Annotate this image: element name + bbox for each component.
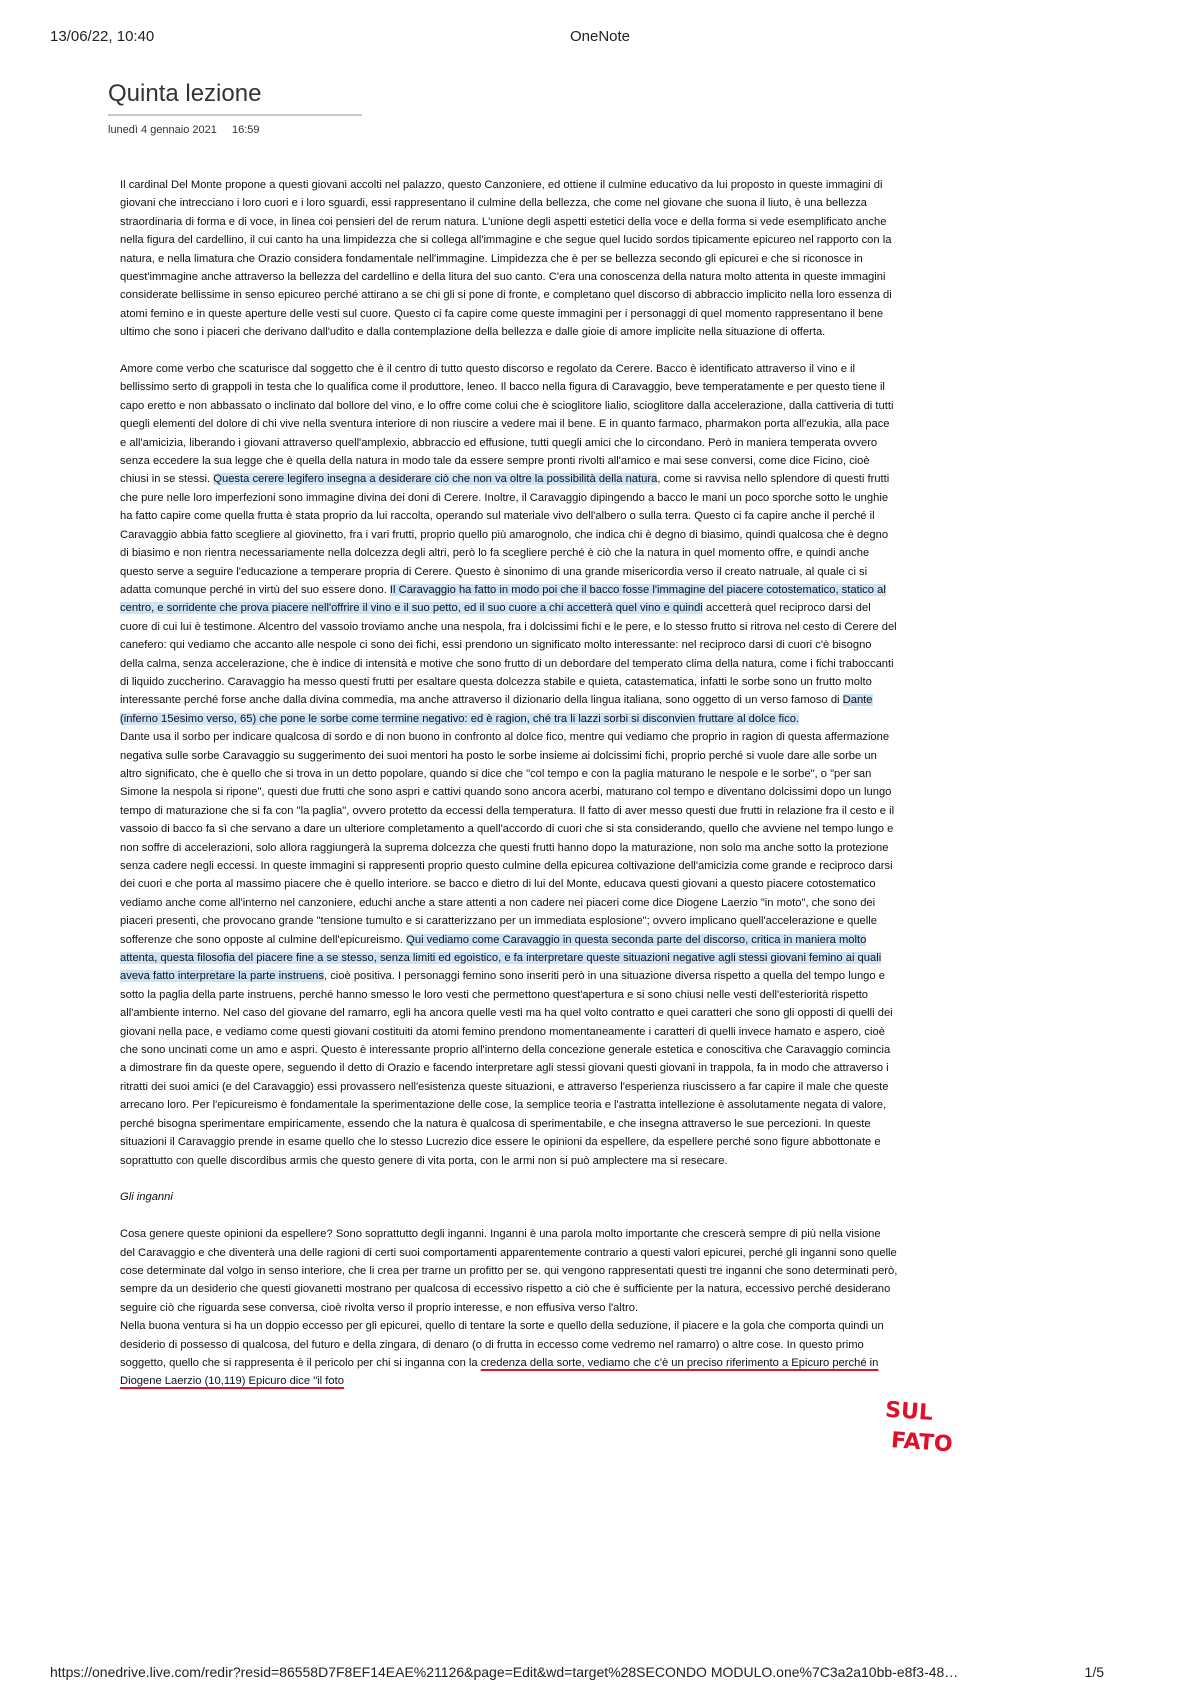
- highlight-dante-quote: Dante (inferno 15esimo verso, 65) che pone le sorbe come termine negativo: ed è ragion, ché tra li lazzi sorbi si disconvien fruttare al dolce fico.: [120, 694, 873, 725]
- page-date: lunedì 4 gennaio 2021: [108, 124, 217, 136]
- paragraph-5: [120, 1317, 898, 1391]
- note-body: [120, 176, 898, 1391]
- print-date-time: 13/06/22, 10:40: [50, 28, 155, 45]
- highlight-cerere-legifero: Questa cerere legifero insegna a desiderare ciò che non va oltre la possibilità della natura: [213, 473, 658, 486]
- page-timestamp: [108, 124, 259, 136]
- red-underlined-text: credenza della sorte, vediamo che c'è un preciso riferimento a Epicuro perché in Diogene Laerzio (10,119) Epicuro dice "il foto: [120, 1356, 879, 1388]
- ink-note-line-2: FATO: [890, 1428, 954, 1458]
- print-app-name: OneNote: [569, 28, 631, 45]
- paragraph-4: Cosa genere queste opinioni da espellere? Sono soprattutto degli inganni. Inganni è una parola molto importante che crescerà sempre di più nella visione del Caravaggio e che diventerà una delle ragioni di certi suoi comportamenti apparentemente contrario a questi valori epicurei, perché gli inganni sono quelle cose determinate dal volgo in senso interiore, che li crea per trarne un profitto per se. qui vengono rappresentati questi tre inganni che sono determinati però, sempre da un desiderio che questi giovanetti mostrano per qualcosa di eccessivo rispetto a ciò che è sufficiente per la natura, eccessivo perché desiderano seguire ciò che riguarda sese conversa, cioè rivolta verso il proprio interesse, e non effusiva verso l'altro.: [120, 1228, 898, 1314]
- ink-note-line-1: SUL: [884, 1397, 934, 1426]
- paragraph-1: Il cardinal Del Monte propone a questi giovani accolti nel palazzo, questo Canzoniere, ed ottiene il culmine educativo da lui proposto in queste immagini di giovani che intrecciano i loro cuori e i loro sguardi, essi rappresentano il culmine della bellezza, che come nel giovane che suona il liuto, è una bellezza straordinaria di forma e di voce, in linea coi pensieri del de rerum natura. L'unione degli aspetti estetici della voce e della forma si vede esemplificato anche nella figura del cardellino, il cui canto ha una limpidezza che si collega all'immagine e che segue quel lucido sordos tipicamente epicureo nel rapporto con la natura, e nella limatura che Orazio considera fondamentale nell'immagine. Limpidezza che è per se bellezza secondo gli epicurei e che si riconosce in quest'immagine anche attraverso la bellezza del cardellino e della litura del suo canto. C'era una conoscenza della natura molto attenta in queste immagini considerate bellissime in senso epicureo perché attirano a se chi gli si pone di fronte, e completano quel discorso di abbraccio implicito nella loro essenza di atomi femino e in queste aperture delle vesti sul cuore. Questo ci fa capire come queste immagini per i personaggi di quel momento rappresentano il bene ultimo che sono i piaceri che derivano dall'udito e dalla contemplazione della bellezza e dalle gioie di amore implicite nella situazione di offerta.: [120, 179, 892, 339]
- highlight-critica-piacere: Qui vediamo come Caravaggio in questa seconda parte del discorso, critica in maniera molto attenta, questa filosofia del piacere fine a se stesso, senza limiti ed egoistico, e fa interpretare queste situazioni negative agli stessi giovani femino ai quali aveva fatto interpretare la parte instruens: [120, 933, 882, 983]
- paragraph-2-text-b: , come si ravvisa nello splendore di questi frutti che pure nelle loro imperfezioni sono immagine divina dei doni di Cerere. Inoltre, il Caravaggio dipingendo a bacco le mani un poco sporche sotto le unghie ha fatto capire come quella frutta è stata proprio da lui raccolta, operando sul materiale vivo dell'albero o sulla terra. Questo ci fa capire anche il perché il Caravaggio abbia fatto scegliere al giovinetto, fra i vari frutti, proprio quello più amarognolo, che indica chi è degno di biasimo, quindi qualcosa che è degno di biasimo e non rientra necessariamente nella dolcezza degli altri, però lo fa scegliere perché è ciò che la natura in quel momento offre, e quindi anche questo serve a seguire l'educazione a temperare propria di Cerere. Questo è sinonimo di una grande misericordia verso il creato natruale, al quale ci si adatta comunque perché in virtù del suo essere dono.: [120, 473, 890, 596]
- paragraph-3-text-a: Dante usa il sorbo per indicare qualcosa di sordo e di non buono in confronto al dolce fico, mentre qui vediamo che proprio in ragion di questa affermazione negativa sulle sorbe Caravaggio su suggerimento dei suoi mentori ha posto le sorbe insieme ai dolcissimi fichi, proprio perché si vuole dare alle sorbe un altro significato, che è quello che si trova in un detto popolare, quando si dice che "col tempo e con la paglia maturano le nespole e le sorbe", o "per san Simone la nespola si ripone", questi due frutti che sono aspri e cattivi quando sono ancora acerbi, maturano col tempo e diventano dolcissimi dopo un lungo tempo di maturazione che si fa con "la paglia", ovvero protetto da eccessi della temperatura. Il fatto di aver messo questi due frutti in relazione fra il cesto e il vassoio di bacco fa sì che servano a dare un ulteriore completamento a quell'accordo di cuori che si sta considerando, quello che avviene nel tempo lungo e non soffre di accelerazioni, solo allora raggiungerà la suprema dolcezza che questi frutti hanno dopo la maturazione, non solo ma anche sotto la protezione senza cadere negli eccessi. In queste immagini si rappresenti proprio questo culmine della epicurea coltivazione dell'amicizia come grande e reciproco darsi dei cuori e che porta al massimo piacere che è quello interiore. se bacco e dietro di lui del Monte, educava questi giovani a questo piacere cotostematico vediamo anche come all'interno nel canzoniere, educhi anche a stare attenti a non cadere nei piaceri come dice Diogene Laerzio "in moto", che sono dei piaceri presenti, che provocano grande "tensione tumulto e si caratterizzano per un immediata esplosione"; ovvero implicano quell'accelerazione e quelle sofferenze che sono opposte al culmine dell'epicureismo.: [120, 731, 895, 946]
- paragraph-3-text-b: , cioè positiva. I personaggi femino sono inseriti però in una situazione diversa rispetto a quella del tempo lungo e sotto la paglia della parte instruens, perché hanno smesso le loro vesti che permettono quest'apertura e si sono chiusi nelle vesti dell'esteriorità rispetto all'ambiente interno. Nel caso del giovane del ramarro, egli ha ancora quelle vesti ma ha quel volto contratto e quei caratteri che sono gli opposti di quelli dei giovani nella pace, e vediamo come questi giovani costituiti da atomi femino prendono momentaneamente i caratteri di quelli invece hamato e aspero, cioè che sono uncinati come un amo e aspri. Questo è interessante proprio all'interno della concezione generale estetica e conoscitiva che Caravaggio comincia a dimostrare fin da queste opere, seguendo il detto di Orazio e facendo interpretare agli stessi giovani questi giovani in trappola, fa in modo che attraverso i ritratti dei suoi amici (e del Caravaggio) essi provassero nell'esistenza queste situazioni, e attraverso l'esperienza riuscissero a far capire il male che queste arrecano loro. Per l'epicureismo è fondamentale la sperimentazione delle cose, la semplice teoria e l'astratta intellezione è assolutamente negata di valore, perché bisogna sperimentare empiricamente, essendo che la natura è qualcosa di sperimentabile, e che insegna attraverso le sue percezioni. In queste situazioni il Caravaggio prende in esame quello che lo stesso Lucrezio dice essere le opinioni da espellere, da espellere perché sono figure abbottonate e soprattutto con quelle discordibus armis che questo genere di vita porta, con le armi non si può amplectere ma si resecare.: [120, 970, 893, 1167]
- highlight-bacco-piacere: Il Caravaggio ha fatto in modo poi che il bacco fosse l'immagine del piacere cotostematico, statico al centro, e sorridente che prova piacere nell'offrire il vino e il suo petto, ed il suo cuore a chi accetterà quel vino e quindi: [120, 583, 886, 615]
- page-title: Quinta lezione: [108, 80, 362, 116]
- section-heading-gli-inganni: Gli inganni: [120, 1191, 173, 1204]
- page-time: 16:59: [231, 124, 260, 136]
- handwritten-ink-note: [882, 1396, 956, 1461]
- paragraph-3: [120, 728, 898, 1170]
- paragraph-5-text-a: Nella buona ventura si ha un doppio eccesso per gli epicurei, quello di tentare la sorte e quello della seduzione, il piacere e la gola che comporta quindi un desiderio di possesso di qualcosa, del futuro e della zingara, di denaro (o di frutta in eccesso come vedremo nel ramarro) o altre cose. In questo primo soggetto, quello che si rappresenta è il pericolo per chi si inganna con la: [120, 1320, 884, 1369]
- print-url: https://onedrive.live.com/redir?resid=86558D7F8EF14EAE%21126&page=Edit&wd=target%28SECONDO MODULO.one%7C3a2a10bb-e8f3-48…: [50, 1664, 959, 1680]
- paragraph-2-text-c: accetterà quel reciproco darsi del cuore di cui lui è testimone. Alcentro del vassoio troviamo anche una nespola, fra i dolcissimi fichi e le pere, e lo stesso frutto si ritrova nel cesto di Cerere del canefero: qui vediamo che accanto alle nespole ci sono dei fichi, essi prendono un significato molto interessante: nel reciproco darsi di cuori c'è bisogno della calma, senza accelerazione, che è indice di intensità e motive che sono frutto di un debordare del temperato clima della natura, come i fichi traboccanti di liquido zuccherino. Caravaggio ha messo questi frutti per esaltare questa dolcezza stabile e quieta, catastematica, infatti le sorbe sono un frutto molto interessante perché forse anche dalla divina commedia, ma anche attraverso il dizionario della lingua italiana, sono oggetto di un verso famoso di: [120, 602, 897, 707]
- paragraph-2: [120, 360, 898, 728]
- paragraph-2-text-a: Amore come verbo che scaturisce dal soggetto che è il centro di tutto questo discorso e regolato da Cerere. Bacco è identificato attraverso il vino e il bellissimo serto di grappoli in testa che lo qualifica come il produttore, leneo. Il bacco nella figura di Caravaggio, beve temperatamente e per questo tiene il capo eretto e non abbassato o inclinato dal bollore del vino, e lo offre come colui che è scioglitore lialio, scioglitore dalla accelerazione, dalla cattiveria di tutti quegli elementi del dolore di chi vive nella sventura interiore di non riuscire a vedere mai il bene. E in quanto farmaco, pharmakon porta all'ezukia, alla pace e all'amicizia, liberando i giovani attraverso quell'amplexio, abbraccio ed effusione, tutti quegli amici che lo circondano. Però in maniera temperata ovvero senza eccedere la sua legge che è quella della natura in modo tale da essere sempre pronti rivolti all'amico e mai sese conversi, come dice Ficino, cioè chiusi in se stessi.: [120, 363, 894, 486]
- page-counter: 1/5: [1084, 1664, 1104, 1680]
